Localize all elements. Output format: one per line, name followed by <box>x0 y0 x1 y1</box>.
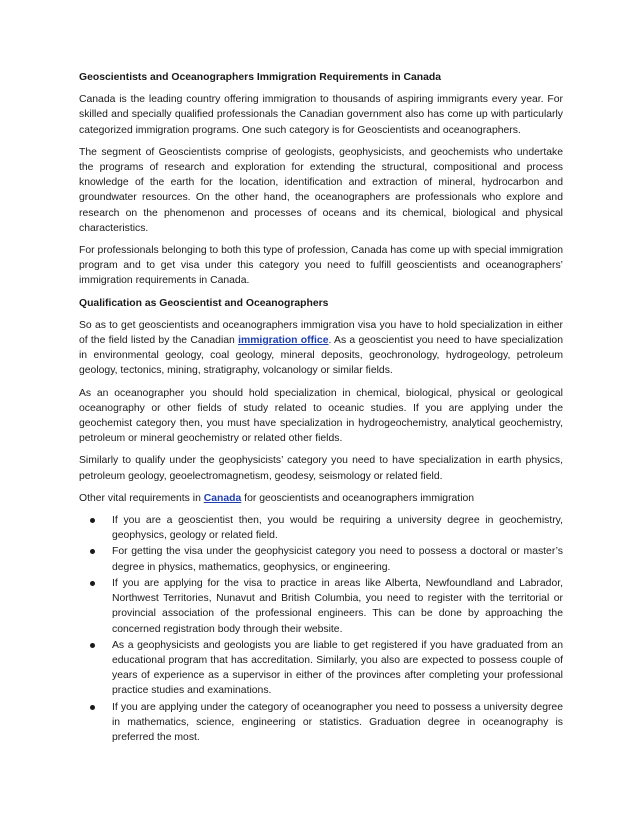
list-item <box>79 638 563 699</box>
list-item <box>79 544 563 574</box>
list-item <box>79 700 563 746</box>
paragraph-qualification-text-end: . As a geoscientist you need to have specialization in environmental geology, coal geology, mineral deposits, geochronology, hydrogeology, petroleum geology, tectonics, mining, stratigraphy, volcanology or similar fields. <box>79 335 563 377</box>
paragraph-other-requirements <box>79 491 563 506</box>
paragraph-geoscientists: The segment of Geoscientists comprise of geologists, geophysicists, and geochemists who undertake the programs of research and exploration for extending the structural, compositional and process knowledge of the earth for the location, identification and extraction of mineral, hydrocarbon and groundwater resources. On the other hand, the oceanographers are professionals who explore and research on the phenomenon and processes of oceans and its chemical, biological and physical characteristics. <box>79 146 563 234</box>
immigration-office-link[interactable]: immigration office <box>238 335 329 347</box>
paragraph-qualification <box>79 318 563 379</box>
list-item-text: If you are a geoscientist then, you would be requiring a university degree in geochemistry, geophysics, geology or related field. <box>112 515 563 542</box>
bullet-icon <box>90 581 95 586</box>
list-item-text: If you are applying under the category of oceanographer you need to possess a university degree in mathematics, science, engineering or statistics. Graduation degree in oceanography is preferred the most. <box>112 701 563 743</box>
bullet-icon <box>90 518 95 523</box>
paragraph-qualification-text-start: So as to get geoscientists and oceanographers immigration visa you have to hold specialization in either of the field listed by the Canadian <box>79 319 563 347</box>
list-item-text: For getting the visa under the geophysicist category you need to possess a doctoral or master’s degree in physics, mathematics, geophysics, or engineering. <box>112 546 563 573</box>
document-page <box>79 70 563 746</box>
paragraph-oceanographer: As an oceanographer you should hold specialization in chemical, biological, physical or geological oceanography or other fields of study related to oceanic studies. If you are applying under the geochemist category then, you must have specialization in hydrogeochemistry, analytical geochemistry, petroleum or mineral geochemistry or related other fields. <box>79 387 563 445</box>
paragraph-geophysicists: Similarly to qualify under the geophysicists’ category you need to have specialization in earth physics, petroleum geology, geoelectromagnetism, geodesy, seismology or related field. <box>79 455 563 482</box>
bullet-icon <box>90 705 95 710</box>
bullet-icon <box>90 643 95 648</box>
bullet-icon <box>90 549 95 554</box>
list-item <box>79 513 563 543</box>
paragraph-intro: Canada is the leading country offering immigration to thousands of aspiring immigrants every year. For skilled and specially qualified professionals the Canadian government also has come up with particularly categorized immigration programs. One such category is for Geoscientists and oceanographers. <box>79 94 563 136</box>
paragraph-other-text-start: Other vital requirements in <box>79 492 204 504</box>
requirements-list <box>79 513 563 745</box>
list-item-text: If you are applying for the visa to practice in areas like Alberta, Newfoundland and Labrador, Northwest Territories, Nunavut and British Columbia, you need to register with the territorial or provincial association of the professional engineers. This can be done by approaching the concerned registration body through their website. <box>112 577 563 635</box>
list-item <box>79 576 563 637</box>
paragraph-other-text-end: for geoscientists and oceanographers immigration <box>241 492 475 504</box>
section-heading-qualification: Qualification as Geoscientist and Oceanographers <box>79 297 329 309</box>
paragraph-program: For professionals belonging to both this type of profession, Canada has come up with special immigration program and to get visa under this category you need to fulfill geoscientists and oceanographers’ immigration requirements in Canada. <box>79 245 564 287</box>
list-item-text: As a geophysicists and geologists you are liable to get registered if you have graduated from an educational program that has accreditation. Similarly, you also are expected to possess couple of years of experience as a supervisor in either of the provinces after completing your professional practice studies and examinations. <box>112 639 563 697</box>
document-title: Geoscientists and Oceanographers Immigration Requirements in Canada <box>79 72 442 83</box>
canada-link[interactable]: Canada <box>203 492 242 504</box>
